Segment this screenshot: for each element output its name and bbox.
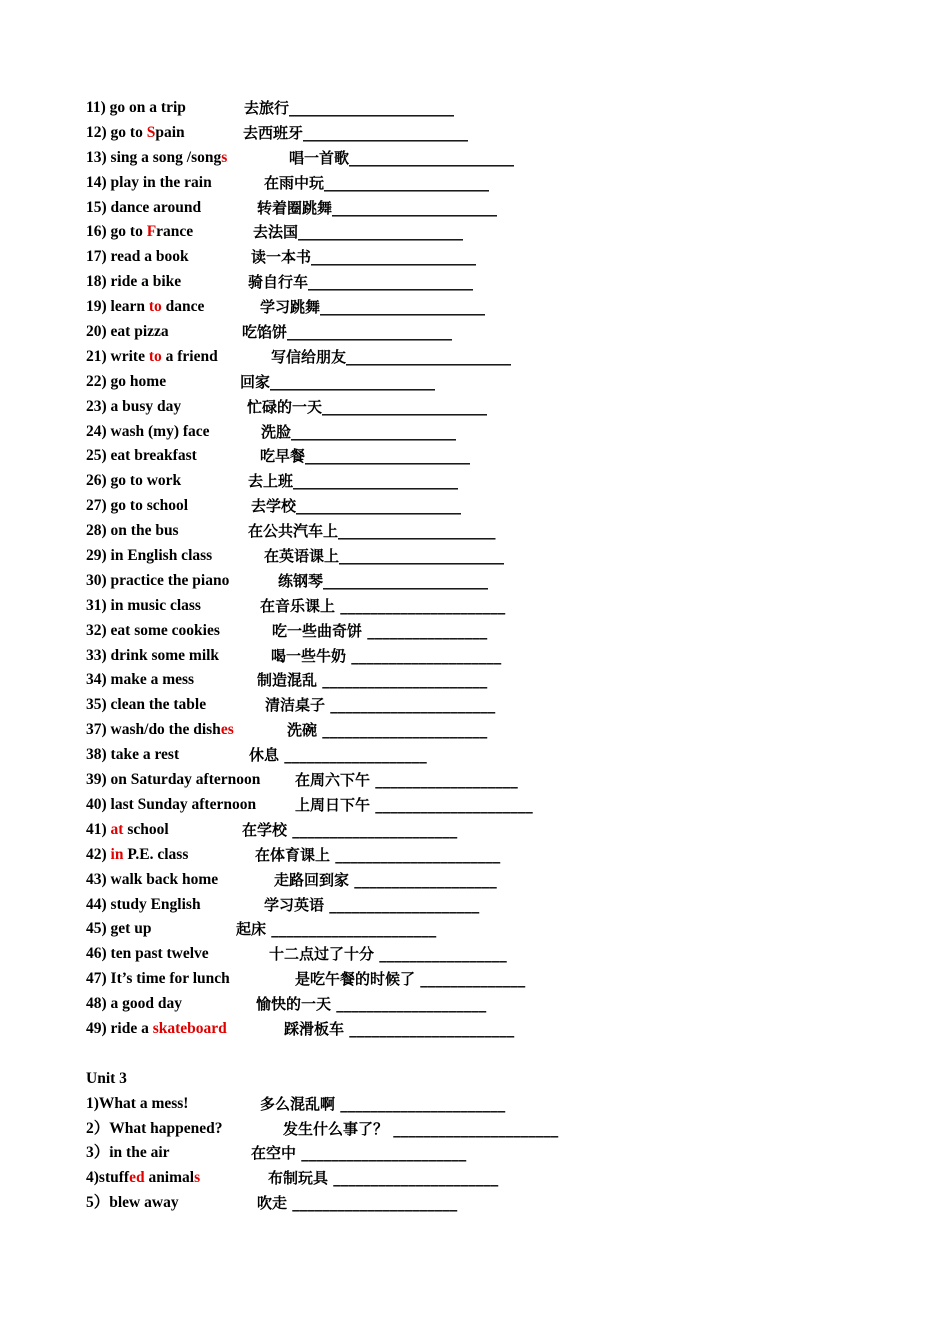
english-phrase — [86, 942, 209, 967]
chinese-translation-blank: 在体育课上 ______________________ — [255, 845, 501, 864]
phrase-text: 38) take a rest — [86, 746, 180, 764]
english-phrase — [86, 220, 193, 245]
phrase-text: pain — [155, 123, 185, 141]
vocab-row — [86, 818, 906, 843]
highlighted-text: to — [148, 347, 162, 365]
vocab-row — [86, 843, 906, 868]
english-phrase — [86, 370, 166, 395]
english-phrase — [86, 295, 204, 320]
phrase-text: dance — [161, 298, 205, 316]
chinese-translation-blank: 读一本书______________________ — [251, 248, 477, 267]
chinese-translation-blank: 多么混乱啊 ______________________ — [260, 1094, 506, 1113]
phrase-text: 3）in the air — [86, 1144, 170, 1162]
chinese-translation-blank: 骑自行车______________________ — [248, 273, 474, 292]
english-phrase — [86, 1117, 223, 1142]
vocab-row — [86, 619, 906, 644]
vocab-row — [86, 1067, 906, 1092]
chinese-translation-blank: 上周日下午 _____________________ — [295, 795, 533, 814]
phrase-text: 30) practice the piano — [86, 571, 230, 589]
highlighted-text: in — [110, 845, 124, 863]
phrase-text: 16) go to — [86, 223, 147, 241]
phrase-text: 2）What happened? — [86, 1119, 223, 1137]
blank-line — [86, 1042, 906, 1067]
english-phrase — [86, 96, 186, 121]
vocab-row — [86, 544, 906, 569]
highlighted-text: s — [221, 148, 228, 166]
vocab-row — [86, 569, 906, 594]
chinese-translation-blank: 吃早餐______________________ — [260, 447, 471, 466]
vocab-row — [86, 992, 906, 1017]
chinese-translation-blank: 在音乐课上 ______________________ — [260, 596, 506, 615]
worksheet-page — [86, 96, 906, 1216]
chinese-translation-blank: 在雨中玩______________________ — [264, 173, 490, 192]
phrase-text: 27) go to school — [86, 497, 189, 515]
phrase-text: 18) ride a bike — [86, 273, 182, 291]
highlighted-text: F — [146, 223, 157, 241]
english-phrase — [86, 444, 197, 469]
vocab-row — [86, 121, 906, 146]
highlighted-text: es — [220, 721, 234, 739]
vocab-row — [86, 1017, 906, 1042]
chinese-translation-blank: 愉快的一天 ____________________ — [256, 995, 487, 1014]
phrase-text: 4)stuff — [86, 1169, 130, 1187]
chinese-translation-blank: 走路回到家 ___________________ — [274, 870, 497, 889]
vocab-row — [86, 320, 906, 345]
phrase-text: 43) walk back home — [86, 870, 219, 888]
chinese-translation-blank: 在学校 ______________________ — [242, 820, 458, 839]
phrase-text: 34) make a mess — [86, 671, 195, 689]
chinese-translation-blank: 吃一些曲奇饼 ________________ — [272, 621, 488, 640]
chinese-translation-blank: 布制玩具 ______________________ — [268, 1169, 499, 1188]
english-phrase — [86, 1017, 227, 1042]
chinese-translation-blank: 发生什么事了？ ______________________ — [283, 1119, 559, 1138]
phrase-text: 17) read a book — [86, 248, 189, 266]
english-phrase — [86, 644, 219, 669]
chinese-translation-blank: 是吃午餐的时候了 ______________ — [295, 970, 526, 989]
vocab-row — [86, 718, 906, 743]
vocab-row — [86, 420, 906, 445]
phrase-text: 22) go home — [86, 372, 167, 390]
english-phrase — [86, 843, 188, 868]
vocab-row — [86, 917, 906, 942]
chinese-translation-blank: 写信给朋友______________________ — [271, 347, 512, 366]
phrase-text: Unit 3 — [86, 1069, 127, 1087]
english-phrase — [86, 544, 212, 569]
vocab-row — [86, 868, 906, 893]
vocab-row — [86, 196, 906, 221]
phrase-text: animal — [144, 1169, 195, 1187]
highlighted-text: at — [110, 820, 124, 838]
vocab-row — [86, 444, 906, 469]
phrase-text: 48) a good day — [86, 995, 183, 1013]
chinese-translation-blank: 洗碗 ______________________ — [287, 721, 488, 740]
chinese-translation-blank: 去西班牙______________________ — [243, 123, 469, 142]
english-phrase — [86, 619, 220, 644]
chinese-translation-blank: 十二点过了十分 _________________ — [269, 945, 507, 964]
english-phrase — [86, 743, 179, 768]
vocab-row — [86, 146, 906, 171]
vocab-row — [86, 942, 906, 967]
vocab-row — [86, 1092, 906, 1117]
phrase-text: 23) a busy day — [86, 397, 182, 415]
english-phrase — [86, 420, 210, 445]
chinese-translation-blank: 学习跳舞______________________ — [260, 298, 486, 317]
english-phrase — [86, 718, 234, 743]
vocab-row — [86, 1117, 906, 1142]
vocab-row — [86, 768, 906, 793]
phrase-text: 26) go to work — [86, 472, 182, 490]
vocab-row — [86, 1166, 906, 1191]
vocab-row — [86, 245, 906, 270]
phrase-text: 35) clean the table — [86, 696, 207, 714]
english-phrase — [86, 196, 201, 221]
english-phrase — [86, 768, 260, 793]
chinese-translation-blank: 去学校______________________ — [251, 497, 462, 516]
english-phrase — [86, 1166, 200, 1191]
highlighted-text: ed — [129, 1169, 145, 1187]
vocab-row — [86, 743, 906, 768]
phrase-text: 45) get up — [86, 920, 152, 938]
english-phrase — [86, 395, 181, 420]
english-phrase — [86, 793, 256, 818]
phrase-text: P.E. class — [123, 845, 189, 863]
highlighted-text: s — [194, 1169, 201, 1187]
english-phrase — [86, 668, 194, 693]
english-phrase — [86, 967, 230, 992]
phrase-text: 1)What a mess! — [86, 1094, 189, 1112]
highlighted-text: to — [148, 298, 162, 316]
chinese-translation-blank: 踩滑板车 ______________________ — [284, 1019, 515, 1038]
vocab-row — [86, 668, 906, 693]
highlighted-text: skateboard — [152, 1019, 227, 1037]
phrase-text: 21) write — [86, 347, 149, 365]
english-phrase — [86, 121, 185, 146]
phrase-text: 40) last Sunday afternoon — [86, 795, 257, 813]
vocab-row — [86, 693, 906, 718]
english-phrase — [86, 594, 201, 619]
chinese-translation-blank: 吹走 ______________________ — [257, 1194, 458, 1213]
phrase-text: 32) eat some cookies — [86, 621, 220, 639]
chinese-translation-blank: 洗脸______________________ — [261, 422, 457, 441]
vocab-row — [86, 395, 906, 420]
highlighted-text: S — [146, 123, 156, 141]
chinese-translation-blank: 忙碌的一天______________________ — [247, 397, 488, 416]
english-phrase — [86, 469, 181, 494]
phrase-text: 42) — [86, 845, 111, 863]
english-phrase — [86, 146, 227, 171]
vocab-row — [86, 644, 906, 669]
phrase-text: 41) — [86, 820, 111, 838]
phrase-text: school — [123, 820, 169, 838]
phrase-text: 33) drink some milk — [86, 646, 220, 664]
vocab-row — [86, 220, 906, 245]
vocab-row — [86, 370, 906, 395]
english-phrase — [86, 893, 201, 918]
phrase-text: 11) go on a trip — [86, 99, 186, 116]
english-phrase — [86, 868, 218, 893]
chinese-translation-blank: 学习英语 ____________________ — [264, 895, 480, 914]
chinese-translation-blank: 喝一些牛奶 ____________________ — [271, 646, 502, 665]
english-phrase — [86, 270, 181, 295]
english-phrase — [86, 320, 169, 345]
chinese-translation-blank: 在周六下午 ___________________ — [295, 771, 518, 790]
chinese-translation-blank: 去上班______________________ — [248, 472, 459, 491]
vocab-row — [86, 270, 906, 295]
chinese-translation-blank: 去旅行______________________ — [244, 99, 455, 117]
chinese-translation-blank: 唱一首歌______________________ — [289, 148, 515, 167]
phrase-text: 14) play in the rain — [86, 173, 212, 191]
phrase-text: 5）blew away — [86, 1194, 179, 1212]
english-phrase — [86, 1067, 127, 1092]
phrase-text: 39) on Saturday afternoon — [86, 771, 261, 789]
vocab-row — [86, 519, 906, 544]
vocab-row — [86, 893, 906, 918]
english-phrase — [86, 992, 182, 1017]
phrase-text: 49) ride a — [86, 1019, 153, 1037]
phrase-text: 15) dance around — [86, 198, 202, 216]
vocab-row — [86, 469, 906, 494]
vocab-row — [86, 967, 906, 992]
english-phrase — [86, 569, 229, 594]
phrase-text: a friend — [161, 347, 218, 365]
vocab-row — [86, 793, 906, 818]
phrase-text: 25) eat breakfast — [86, 447, 197, 465]
phrase-text: 29) in English class — [86, 547, 213, 565]
english-phrase — [86, 494, 188, 519]
english-phrase — [86, 818, 169, 843]
english-phrase — [86, 171, 212, 196]
chinese-translation-blank: 在空中 ______________________ — [251, 1144, 467, 1163]
chinese-translation-blank: 转着圈跳舞______________________ — [257, 198, 498, 217]
phrase-text: 31) in music class — [86, 596, 201, 614]
vocab-row — [86, 594, 906, 619]
english-phrase — [86, 1092, 188, 1117]
english-phrase — [86, 1141, 170, 1166]
vocab-row — [86, 171, 906, 196]
phrase-text: 19) learn — [86, 298, 149, 316]
vocab-row — [86, 295, 906, 320]
english-phrase — [86, 1191, 179, 1216]
phrase-text: 46) ten past twelve — [86, 945, 209, 963]
english-phrase — [86, 345, 218, 370]
phrase-text: 44) study English — [86, 895, 201, 913]
phrase-text: 20) eat pizza — [86, 323, 169, 341]
chinese-translation-blank: 起床 ______________________ — [236, 920, 437, 939]
english-phrase — [86, 519, 179, 544]
vocab-row — [86, 1141, 906, 1166]
phrase-text: 24) wash (my) face — [86, 422, 210, 440]
english-phrase — [86, 693, 206, 718]
phrase-text: 37) wash/do the dish — [86, 721, 221, 739]
chinese-translation-blank: 练钢琴______________________ — [278, 571, 489, 590]
phrase-text: 13) sing a song /song — [86, 148, 222, 166]
phrase-text: 47) It’s time for lunch — [86, 970, 230, 988]
vocab-row — [86, 494, 906, 519]
chinese-translation-blank: 吃馅饼______________________ — [242, 323, 453, 342]
english-phrase — [86, 245, 189, 270]
phrase-text: 28) on the bus — [86, 522, 179, 540]
chinese-translation-blank: 在公共汽车上_____________________ — [248, 522, 496, 541]
vocab-row — [86, 96, 906, 121]
chinese-translation-blank: 在英语课上______________________ — [264, 547, 505, 566]
vocab-row — [86, 1191, 906, 1216]
chinese-translation-blank: 回家______________________ — [240, 372, 436, 391]
chinese-translation-blank: 清洁桌子 ______________________ — [265, 696, 496, 715]
phrase-text: 12) go to — [86, 123, 147, 141]
phrase-text: rance — [156, 223, 194, 241]
chinese-translation-blank: 休息 ___________________ — [249, 746, 427, 765]
chinese-translation-blank: 制造混乱 ______________________ — [257, 671, 488, 690]
vocab-row — [86, 345, 906, 370]
chinese-translation-blank: 去法国______________________ — [253, 223, 464, 242]
english-phrase — [86, 917, 151, 942]
